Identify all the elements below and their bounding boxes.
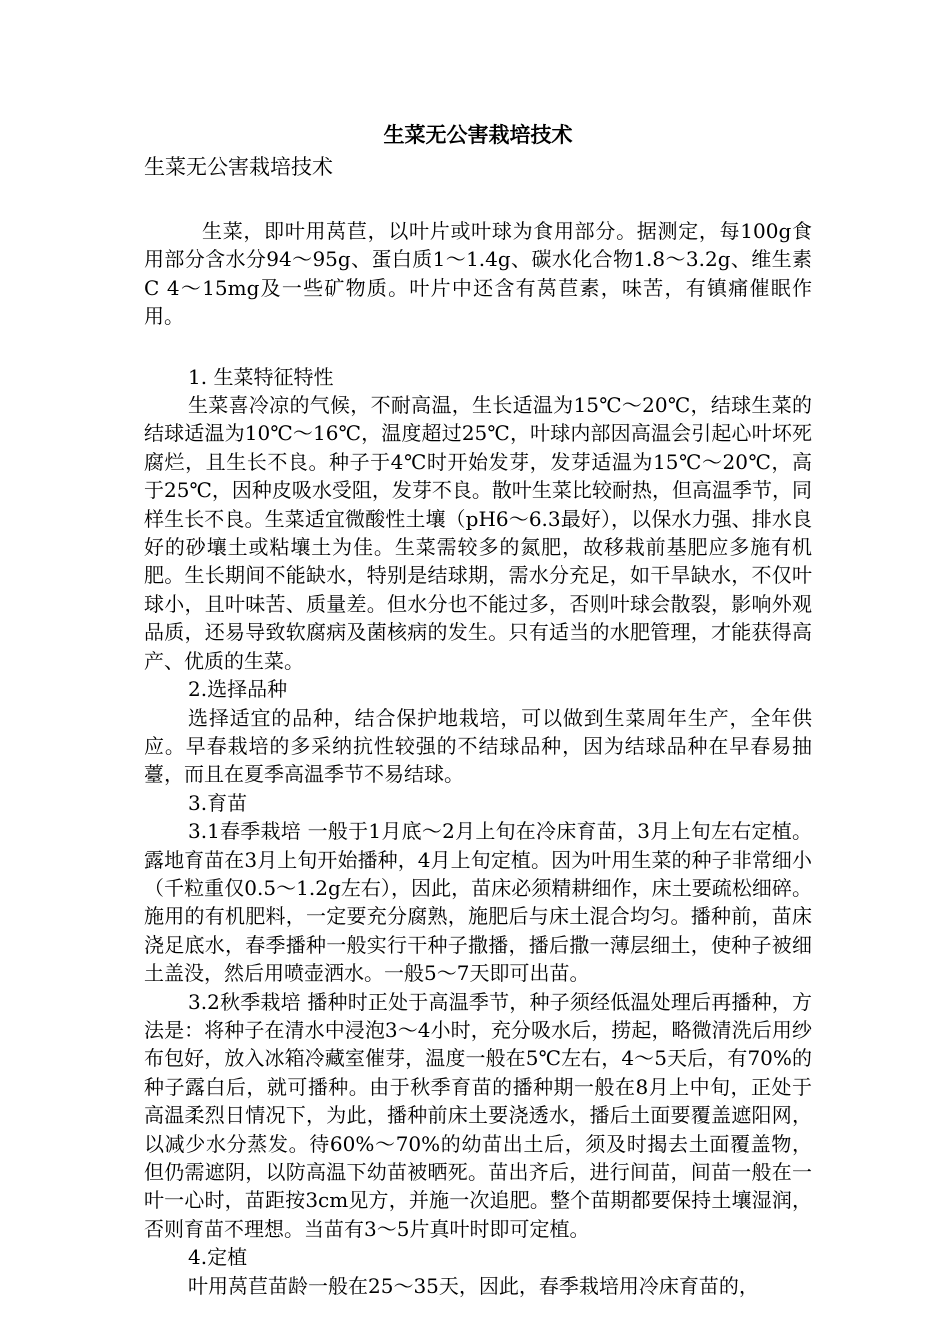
document-title: 生菜无公害栽培技术 [383,122,573,147]
section-heading: 2.选择品种 [188,677,288,702]
section-paragraph: 3.1春季栽培 一般于1月底～2月上旬在冷床育苗，3月上旬左右定植。露地育苗在3月上旬开始播种，4月上旬定植。因为叶用生菜的种子非常细小（千粒重仅0.5～1.2g左右），因此，苗床必须精耕细作，床土要疏松细碎。施用的有机肥料，一定要充分腐熟，施肥后与床土混合均匀。播种前，苗床浇足底水，春季播种一般实行干种子撒播，播后撒一薄层细土，使种子被细土盖没，然后用喷壶洒水。一般5～7天即可出苗。 [144,819,812,986]
section-heading: 4.定植 [188,1245,248,1270]
document-subtitle: 生菜无公害栽培技术 [144,155,333,179]
section-heading: 1. 生菜特征特性 [188,364,334,389]
section-paragraph: 生菜喜冷凉的气候，不耐高温，生长适温为15℃～20℃，结球生菜的结球适温为10℃～16℃，温度超过25℃，叶球内部因高温会引起心叶坏死腐烂，且生长不良。种子于4℃时开始发芽，发芽适温为15℃～20℃，高于25℃，因种皮吸水受阻，发芽不良。散叶生菜比较耐热，但高温季节，同样生长不良。生菜适宜微酸性土壤（pH6～6.3最好），以保水力强、排水良好的砂壤土或粘壤土为佳。生菜需较多的氮肥，故移栽前基肥应多施有机肥。生长期间不能缺水，特别是结球期，需水分充足，如干旱缺水，不仅叶球小，且叶味苦、质量差。但水分也不能过多，否则叶球会散裂，影响外观品质，还易导致软腐病及菌核病的发生。只有适当的水肥管理，才能获得高产、优质的生菜。 [144,393,812,673]
section-paragraph: 叶用莴苣苗龄一般在25～35天，因此，春季栽培用冷床育苗的， [188,1273,759,1298]
section-paragraph: 3.2秋季栽培 播种时正处于高温季节，种子须经低温处理后再播种，方法是：将种子在清水中浸泡3～4小时，充分吸水后，捞起，略微清洗后用纱布包好，放入冰箱冷藏室催芽，温度一般在5℃左右，4～5天后，有70%的种子露白后，就可播种。由于秋季育苗的播种期一般在8月上中旬，正处于高温柔烈日情况下，为此，播种前床土要浇透水，播后土面要覆盖遮阳网，以减少水分蒸发。待60%～70%的幼苗出土后，须及时揭去土面覆盖物，但仍需遮阴，以防高温下幼苗被晒死。苗出齐后，进行间苗，间苗一般在一叶一心时，苗距按3cm见方，并施一次追肥。整个苗期都要保持土壤湿润，否则育苗不理想。当苗有3～5片真叶时即可定植。 [144,989,812,1241]
section-paragraph: 选择适宜的品种，结合保护地栽培，可以做到生菜周年生产，全年供应。早春栽培的多采纳抗性较强的不结球品种，因为结球品种在早春易抽薹，而且在夏季高温季节不易结球。 [144,705,812,787]
section-heading: 3.育苗 [188,790,248,815]
document-page [144,118,812,1300]
intro-paragraph: 生菜，即叶用莴苣，以叶片或叶球为食用部分。据测定，每100g食用部分含水分94～95g、蛋白质1～1.4g、碳水化合物1.8～3.2g、维生素C 4～15mg及一些矿物质。叶片中还含有莴苣素，味苦，有镇痛催眠作用。 [144,219,812,329]
